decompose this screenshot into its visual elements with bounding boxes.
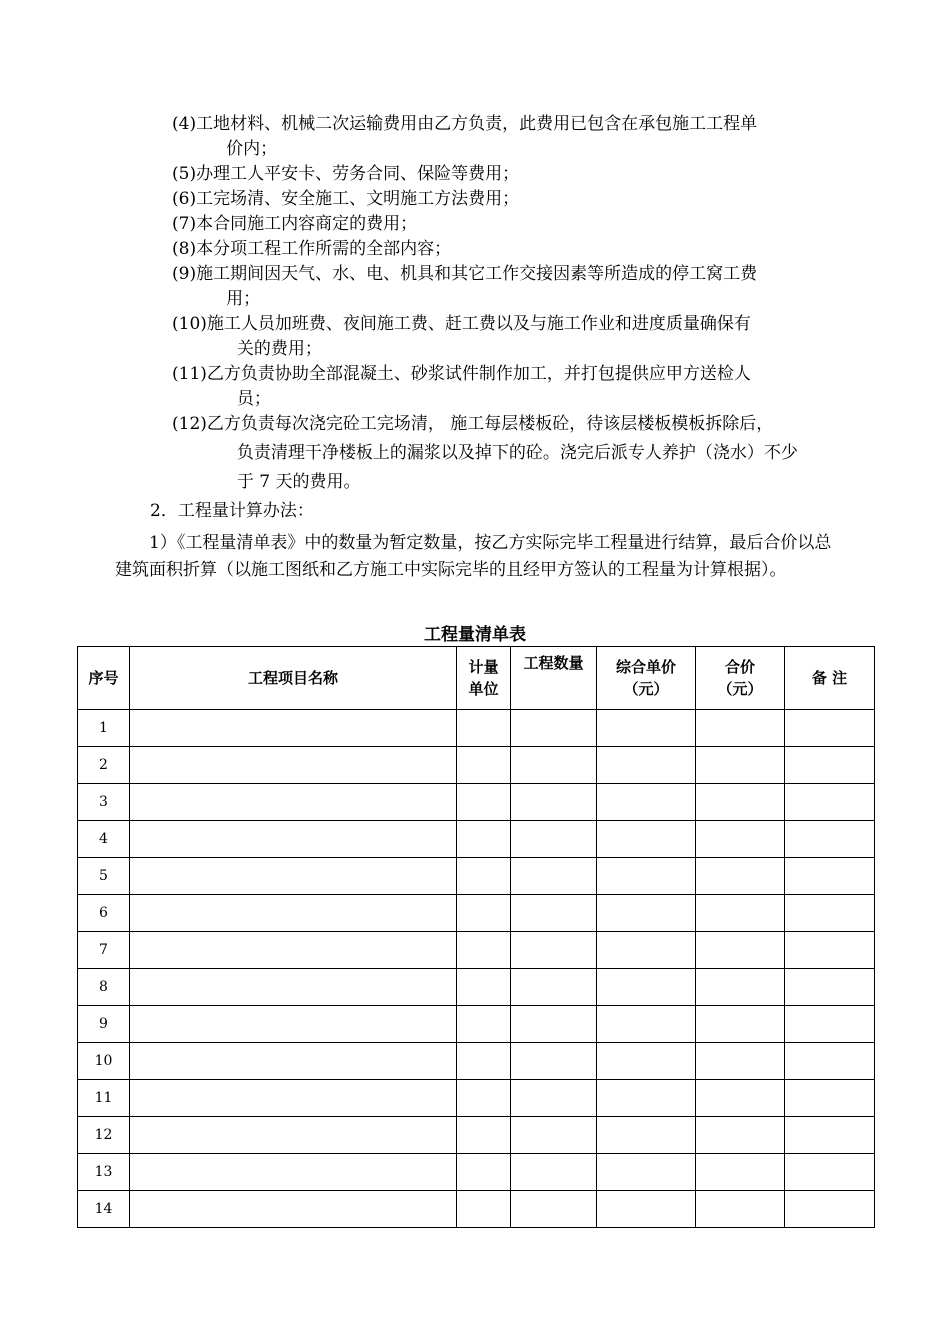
header-unit-price: 综合单价 （元） — [597, 647, 696, 710]
cost-item-number: (11) — [172, 364, 207, 384]
cost-item-line: 乙方负责协助全部混凝土、砂浆试件制作加工，并打包提供应甲方送检人 — [206, 364, 751, 384]
table-cell — [457, 1080, 511, 1117]
table-cell — [597, 1154, 696, 1191]
table-cell — [130, 895, 457, 932]
cost-item-text — [207, 412, 852, 495]
table-cell — [597, 969, 696, 1006]
table-row — [78, 1117, 875, 1154]
table-cell — [511, 895, 597, 932]
table-cell — [785, 1154, 875, 1191]
table-cell — [130, 969, 457, 1006]
table-cell — [511, 858, 597, 895]
table-row — [78, 821, 875, 858]
table-row — [78, 1154, 875, 1191]
header-total: 合价 （元） — [696, 647, 785, 710]
table-row — [78, 1191, 875, 1228]
cost-item-continuation: 价内； — [226, 139, 278, 159]
table-cell — [785, 1006, 875, 1043]
cost-item-text — [196, 262, 852, 312]
table-cell — [511, 1191, 597, 1228]
header-note: 备 注 — [785, 647, 875, 710]
table-cell — [457, 1043, 511, 1080]
table-cell — [130, 1117, 457, 1154]
table-cell — [785, 1080, 875, 1117]
table-cell — [785, 932, 875, 969]
table-cell — [130, 1006, 457, 1043]
row-number: 13 — [78, 1154, 130, 1191]
section-2-heading: 2．工程量计算办法： — [150, 501, 314, 521]
cost-item — [172, 112, 852, 162]
row-number: 1 — [78, 710, 130, 747]
table-cell — [597, 1006, 696, 1043]
table-cell — [597, 1117, 696, 1154]
cost-item — [172, 237, 852, 262]
cost-item-number: (12) — [172, 414, 207, 434]
table-cell — [457, 932, 511, 969]
table-cell — [696, 821, 785, 858]
cost-item-number: (9) — [172, 264, 197, 284]
cost-item-line: 工地材料、机械二次运输费用由乙方负责，此费用已包含在承包施工工程单 — [196, 114, 758, 134]
table-title: 工程量清单表 — [424, 625, 526, 645]
cost-item-line: 本分项工程工作所需的全部内容； — [196, 239, 452, 259]
cost-item-number: (8) — [172, 239, 197, 259]
table-cell — [785, 895, 875, 932]
cost-item-line: 本合同施工内容商定的费用； — [196, 214, 418, 234]
cost-item-text — [196, 112, 852, 162]
row-number: 2 — [78, 747, 130, 784]
table-cell — [511, 1117, 597, 1154]
table-cell — [785, 1191, 875, 1228]
table-cell — [785, 1043, 875, 1080]
table-cell — [696, 1117, 785, 1154]
table-cell — [130, 821, 457, 858]
table-cell — [696, 784, 785, 821]
table-cell — [696, 1006, 785, 1043]
table-cell — [597, 932, 696, 969]
cost-item-number: (7) — [172, 214, 197, 234]
table-cell — [696, 895, 785, 932]
table-cell — [696, 1080, 785, 1117]
table-cell — [130, 1154, 457, 1191]
table-cell — [696, 710, 785, 747]
table-cell — [511, 969, 597, 1006]
cost-item-text — [196, 187, 852, 212]
row-number: 10 — [78, 1043, 130, 1080]
table-cell — [597, 895, 696, 932]
header-name: 工程项目名称 — [130, 647, 457, 710]
table-cell — [457, 1154, 511, 1191]
table-cell — [511, 747, 597, 784]
row-number: 5 — [78, 858, 130, 895]
table-cell — [457, 710, 511, 747]
cost-item-text — [207, 312, 852, 362]
table-cell — [511, 1154, 597, 1191]
cost-item-text — [196, 237, 852, 262]
table-cell — [696, 858, 785, 895]
cost-item-text — [196, 162, 852, 187]
table-cell — [130, 1191, 457, 1228]
table-cell — [785, 784, 875, 821]
table-row — [78, 895, 875, 932]
table-cell — [696, 1154, 785, 1191]
cost-item — [172, 187, 852, 212]
table-cell — [511, 932, 597, 969]
header-seq: 序号 — [78, 647, 130, 710]
row-number: 3 — [78, 784, 130, 821]
table-row — [78, 932, 875, 969]
cost-item — [172, 212, 852, 237]
table-cell — [130, 784, 457, 821]
table-cell — [785, 747, 875, 784]
cost-item-number: (5) — [172, 164, 197, 184]
table-cell — [511, 710, 597, 747]
table-cell — [130, 710, 457, 747]
table-cell — [511, 1006, 597, 1043]
table-row — [78, 969, 875, 1006]
table-cell — [696, 747, 785, 784]
table-cell — [696, 969, 785, 1006]
cost-item-text — [196, 212, 852, 237]
cost-item — [172, 362, 852, 412]
row-number: 4 — [78, 821, 130, 858]
calculation-paragraph: 1）《工程量清单表》中的数量为暂定数量，按乙方实际完毕工程量进行结算，最后合价以总建筑面积折算（以施工图纸和乙方施工中实际完毕的且经甲方签认的工程量为计算根据）。 — [115, 533, 832, 580]
table-cell — [597, 1043, 696, 1080]
table-cell — [597, 710, 696, 747]
table-cell — [457, 858, 511, 895]
table-row — [78, 858, 875, 895]
table-cell — [511, 1080, 597, 1117]
table-cell — [597, 784, 696, 821]
table-cell — [130, 932, 457, 969]
cost-items-list — [172, 112, 852, 495]
row-number: 14 — [78, 1191, 130, 1228]
cost-item-line: 施工人员加班费、夜间施工费、赶工费以及与施工作业和进度质量确保有 — [206, 314, 751, 334]
cost-item-number: (4) — [172, 114, 197, 134]
cost-item — [172, 312, 852, 362]
table-body — [78, 710, 875, 1228]
row-number: 12 — [78, 1117, 130, 1154]
header-unit: 计量 单位 — [457, 647, 511, 710]
table-cell — [597, 821, 696, 858]
table-cell — [696, 932, 785, 969]
cost-item-continuation: 负责清理干净楼板上的漏浆以及掉下的砼。浇完后派专人养护（浇水）不少 — [236, 443, 798, 463]
header-qty: 工程数量 — [511, 647, 597, 710]
table-cell — [457, 1117, 511, 1154]
cost-item-number: (10) — [172, 314, 207, 334]
cost-item-line: 乙方负责每次浇完砼工完场清， 施工每层楼板砼，待该层楼板模板拆除后， — [206, 414, 774, 434]
table-header-row — [78, 647, 875, 710]
table-cell — [130, 858, 457, 895]
row-number: 7 — [78, 932, 130, 969]
cost-item — [172, 412, 852, 495]
table-cell — [597, 747, 696, 784]
table-cell — [130, 747, 457, 784]
cost-item-line: 办理工人平安卡、劳务合同、保险等费用； — [196, 164, 520, 184]
cost-item-continuation: 员； — [236, 389, 271, 409]
table-cell — [457, 784, 511, 821]
cost-item-continuation: 于 7 天的费用。 — [236, 472, 361, 492]
table-cell — [511, 784, 597, 821]
table-cell — [597, 1080, 696, 1117]
table-cell — [785, 821, 875, 858]
table-cell — [457, 821, 511, 858]
table-row — [78, 1006, 875, 1043]
cost-item-number: (6) — [172, 189, 197, 209]
row-number: 9 — [78, 1006, 130, 1043]
table-cell — [696, 1043, 785, 1080]
table-cell — [457, 969, 511, 1006]
table-cell — [130, 1043, 457, 1080]
cost-item — [172, 262, 852, 312]
table-cell — [785, 858, 875, 895]
table-cell — [457, 747, 511, 784]
table-cell — [130, 1080, 457, 1117]
table-cell — [696, 1191, 785, 1228]
table-cell — [785, 710, 875, 747]
table-row — [78, 747, 875, 784]
table-cell — [785, 969, 875, 1006]
cost-item — [172, 162, 852, 187]
table-cell — [511, 1043, 597, 1080]
cost-item-text — [207, 362, 852, 412]
cost-item-line: 施工期间因天气、水、电、机具和其它工作交接因素等所造成的停工窝工费 — [196, 264, 758, 284]
bill-of-quantities-table — [77, 646, 875, 1228]
cost-item-line: 工完场清、安全施工、文明施工方法费用； — [196, 189, 520, 209]
table-row — [78, 710, 875, 747]
table-cell — [597, 1191, 696, 1228]
table-cell — [597, 858, 696, 895]
table-row — [78, 1043, 875, 1080]
table-cell — [457, 895, 511, 932]
table-row — [78, 784, 875, 821]
row-number: 8 — [78, 969, 130, 1006]
row-number: 6 — [78, 895, 130, 932]
table-cell — [785, 1117, 875, 1154]
row-number: 11 — [78, 1080, 130, 1117]
cost-item-continuation: 用； — [226, 289, 261, 309]
table-cell — [511, 821, 597, 858]
table-cell — [457, 1191, 511, 1228]
cost-item-continuation: 关的费用； — [236, 339, 322, 359]
table-cell — [457, 1006, 511, 1043]
table-row — [78, 1080, 875, 1117]
